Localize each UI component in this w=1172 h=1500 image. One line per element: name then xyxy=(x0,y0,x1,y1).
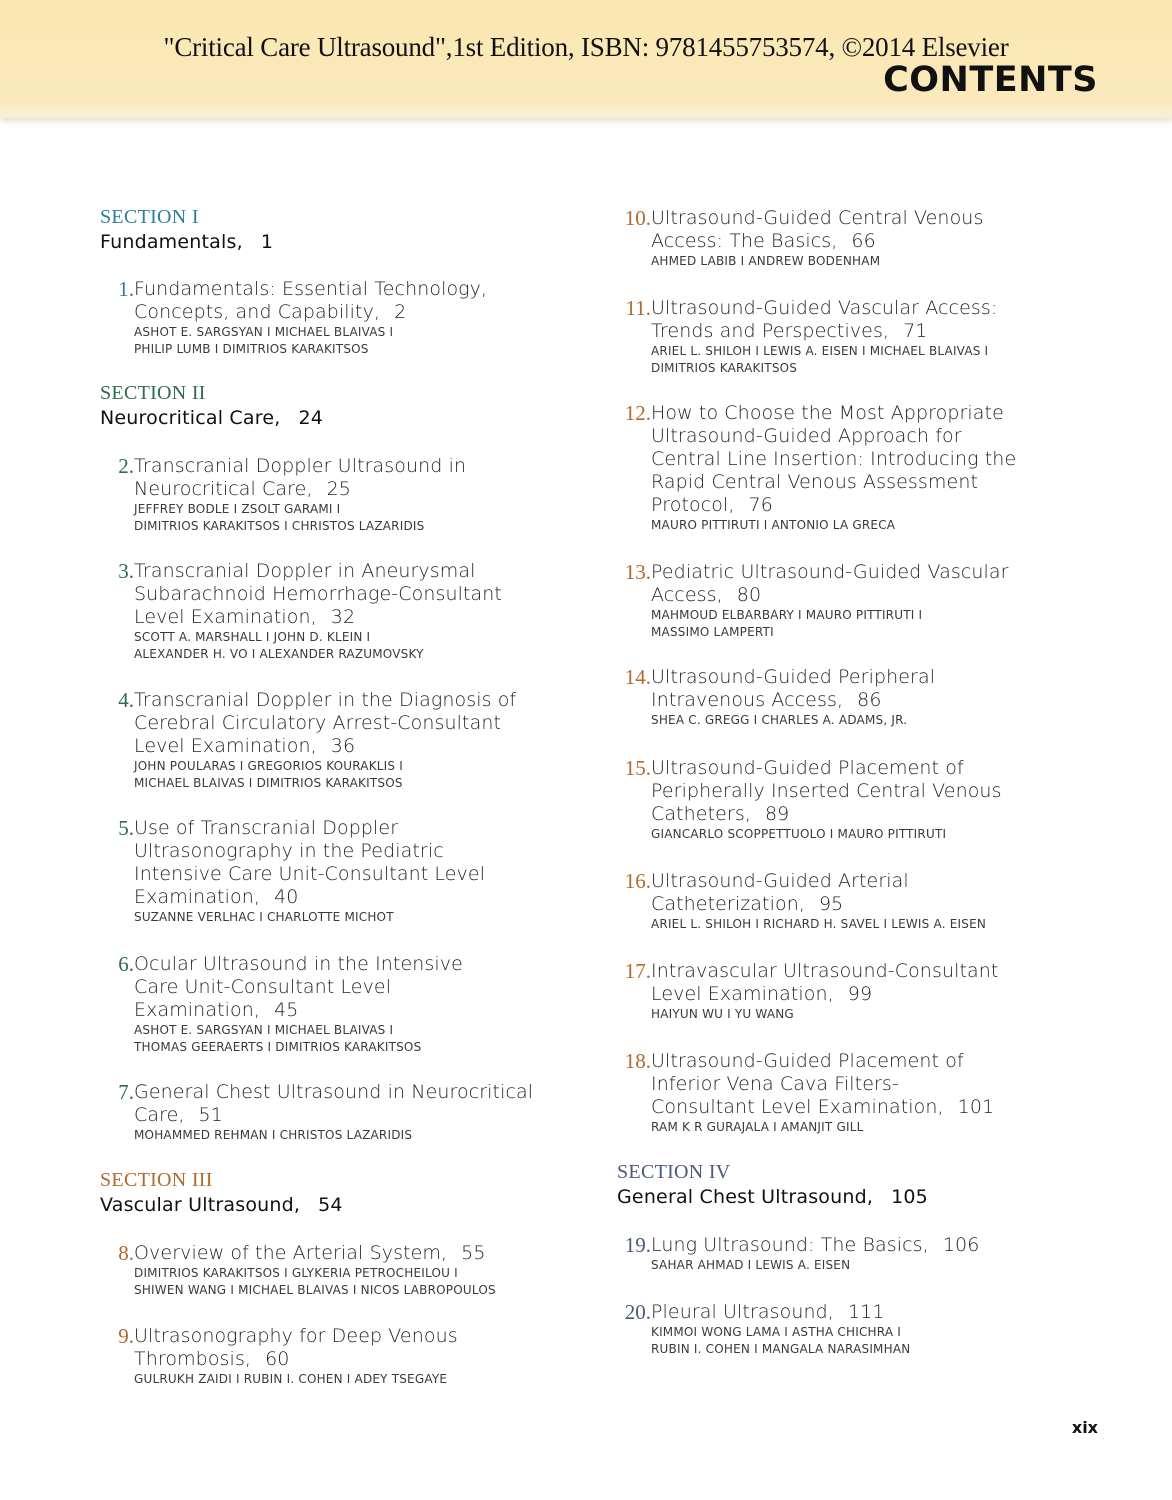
chapter-body xyxy=(134,953,540,1055)
chapter-authors: GULRUKH ZAIDI I RUBIN I. COHEN I ADEY TSEGAYE xyxy=(134,1372,448,1386)
chapter-title-line: Ultrasound-Guided Arterial xyxy=(651,870,909,892)
chapter-title-line: Examination, 40 xyxy=(134,886,299,908)
chapter-number: 6. xyxy=(118,952,134,976)
chapter-authors: ARIEL L. SHILOH I RICHARD H. SAVEL I LEWIS A. EISEN xyxy=(651,917,987,931)
chapter-body xyxy=(134,278,540,357)
chapter-title-line: Ultrasound-Guided Approach for xyxy=(651,425,962,447)
chapter-title-line: Consultant Level Examination, 101 xyxy=(651,1096,995,1118)
chapter-authors: ASHOT E. SARGSYAN I MICHAEL BLAIVAS I xyxy=(134,1023,394,1037)
chapter-authors: AHMED LABIB I ANDREW BODENHAM xyxy=(651,254,881,268)
contents-title: CONTENTS xyxy=(883,60,1098,100)
chapter-number: 14. xyxy=(624,665,651,689)
chapter-title-line: Intravenous Access, 86 xyxy=(651,689,882,711)
chapter-page-number: 32 xyxy=(330,606,356,628)
section-title[interactable] xyxy=(100,229,273,255)
chapter-title-line: Inferior Vena Cava Filters- xyxy=(651,1073,899,1095)
chapter-number: 20. xyxy=(624,1300,651,1324)
section-title[interactable] xyxy=(100,405,323,431)
chapter-body xyxy=(651,402,1047,534)
chapter-authors: THOMAS GEERAERTS I DIMITRIOS KARAKITSOS xyxy=(134,1039,422,1054)
chapter-body xyxy=(651,1050,1047,1136)
chapter-page-number: 66 xyxy=(851,230,876,252)
chapter-title-line: Ultrasonography for Deep Venous xyxy=(134,1325,458,1347)
chapter-number: 9. xyxy=(118,1324,134,1348)
chapter-authors: ASHOT E. SARGSYAN I MICHAEL BLAIVAS I xyxy=(134,325,394,339)
chapter-number: 2. xyxy=(118,454,134,478)
chapter-number: 5. xyxy=(118,816,134,840)
chapter-body xyxy=(134,1081,540,1144)
chapter-number: 12. xyxy=(624,401,651,425)
chapter-page-number: 111 xyxy=(847,1301,885,1323)
chapter-title-line: Trends and Perspectives, 71 xyxy=(651,320,928,342)
chapter-page-number: 89 xyxy=(764,803,790,825)
chapter-body xyxy=(134,817,540,926)
chapter-title-line: Transcranial Doppler in the Diagnosis of xyxy=(134,689,517,711)
chapter-authors: DIMITRIOS KARAKITSOS xyxy=(651,360,798,375)
chapter-title-line: Protocol, 76 xyxy=(651,494,773,516)
section-number: SECTION I xyxy=(100,206,199,228)
chapter-title-line: Ultrasound-Guided Placement of xyxy=(651,757,964,779)
chapter-body xyxy=(651,1234,1047,1274)
section-heading xyxy=(100,381,323,431)
chapter-title-line: Concepts, and Capability, 2 xyxy=(134,301,407,323)
chapter-body xyxy=(651,561,1047,640)
chapter-body xyxy=(134,689,540,791)
section-title-text: General Chest Ultrasound, xyxy=(617,1186,874,1208)
chapter-body xyxy=(651,960,1047,1023)
chapter-title-line: Subarachnoid Hemorrhage-Consultant xyxy=(134,583,502,605)
section-title-text: Fundamentals, xyxy=(100,231,243,253)
chapter-page-number: 76 xyxy=(748,494,773,516)
chapter-body xyxy=(651,757,1047,843)
chapter-number: 13. xyxy=(624,560,651,584)
chapter-title-line: Care, 51 xyxy=(134,1104,223,1126)
chapter-title-line: Lung Ultrasound: The Basics, 106 xyxy=(651,1234,980,1256)
chapter-authors: SAHAR AHMAD I LEWIS A. EISEN xyxy=(651,1258,851,1272)
chapter-authors: SCOTT A. MARSHALL I JOHN D. KLEIN I xyxy=(134,630,371,644)
chapter-authors: MOHAMMED REHMAN I CHRISTOS LAZARIDIS xyxy=(134,1128,413,1142)
chapter-page-number: 86 xyxy=(857,689,882,711)
chapter-number: 11. xyxy=(625,296,651,320)
chapter-title-line: Peripherally Inserted Central Venous xyxy=(651,780,1002,802)
chapter-body xyxy=(134,455,540,534)
chapter-body xyxy=(651,297,1047,376)
chapter-number: 4. xyxy=(118,688,134,712)
chapter-title-line: Central Line Insertion: Introducing the xyxy=(651,448,1017,470)
chapter-page-number: 101 xyxy=(957,1096,995,1118)
chapter-title-line: Ultrasound-Guided Central Venous xyxy=(651,207,984,229)
chapter-title-line: Level Examination, 99 xyxy=(651,983,873,1005)
chapter-authors: RAM K R GURAJALA I AMANJIT GILL xyxy=(651,1120,864,1134)
chapter-title-line: Level Examination, 36 xyxy=(134,735,356,757)
chapter-title-line: General Chest Ultrasound in Neurocritical xyxy=(134,1081,534,1103)
chapter-title-line: Overview of the Arterial System, 55 xyxy=(134,1242,486,1264)
section-heading xyxy=(617,1160,928,1210)
chapter-title-line: Neurocritical Care, 25 xyxy=(134,478,351,500)
chapter-authors: SHEA C. GREGG I CHARLES A. ADAMS, JR. xyxy=(651,713,908,727)
chapter-body xyxy=(651,207,1047,270)
chapter-body xyxy=(651,870,1047,933)
section-number: SECTION III xyxy=(100,1169,213,1191)
chapter-authors: ALEXANDER H. VO I ALEXANDER RAZUMOVSKY xyxy=(134,646,424,661)
chapter-title-line: Thrombosis, 60 xyxy=(134,1348,290,1370)
chapter-title-line: Ultrasound-Guided Vascular Access: xyxy=(651,297,998,319)
chapter-authors: JOHN POULARAS I GREGORIOS KOURAKLIS I xyxy=(134,759,403,773)
section-number: SECTION II xyxy=(100,382,206,404)
section-page-number: 1 xyxy=(260,231,274,253)
chapter-authors: KIMMOI WONG LAMA I ASTHA CHICHRA I xyxy=(651,1325,901,1339)
chapter-authors: GIANCARLO SCOPPETTUOLO I MAURO PITTIRUTI xyxy=(651,827,947,841)
chapter-title-line: Transcranial Doppler in Aneurysmal xyxy=(134,560,476,582)
chapter-title-line: Use of Transcranial Doppler xyxy=(134,817,399,839)
chapter-body xyxy=(651,1301,1047,1357)
chapter-number: 15. xyxy=(624,756,651,780)
chapter-title-line: Ultrasound-Guided Placement of xyxy=(651,1050,964,1072)
chapter-title-line: Ocular Ultrasound in the Intensive xyxy=(134,953,463,975)
chapter-number: 7. xyxy=(118,1080,134,1104)
chapter-authors: HAIYUN WU I YU WANG xyxy=(651,1007,794,1021)
chapter-authors: RUBIN I. COHEN I MANGALA NARASIMHAN xyxy=(651,1341,911,1356)
section-heading xyxy=(100,1168,343,1218)
chapter-title-line: Transcranial Doppler Ultrasound in xyxy=(134,455,467,477)
chapter-title-line: Access: The Basics, 66 xyxy=(651,230,876,252)
chapter-title-line: Fundamentals: Essential Technology, xyxy=(134,278,488,300)
chapter-page-number: 80 xyxy=(736,584,762,606)
chapter-page-number: 60 xyxy=(265,1348,290,1370)
chapter-body xyxy=(134,1325,540,1388)
section-title-text: Neurocritical Care, xyxy=(100,407,281,429)
chapter-page-number: 40 xyxy=(274,886,299,908)
chapter-page-number: 106 xyxy=(942,1234,980,1256)
chapter-authors: SHIWEN WANG I MICHAEL BLAIVAS I NICOS LABROPOULOS xyxy=(134,1282,496,1297)
chapter-title-line: Ultrasonography in the Pediatric xyxy=(134,840,444,862)
chapter-number: 19. xyxy=(624,1233,651,1257)
chapter-number: 8. xyxy=(118,1241,134,1265)
chapter-number: 10. xyxy=(624,206,651,230)
chapter-body xyxy=(134,1242,540,1298)
chapter-page-number: 36 xyxy=(330,735,356,757)
chapter-page-number: 2 xyxy=(394,301,407,323)
chapter-title-line: Rapid Central Venous Assessment xyxy=(651,471,979,493)
chapter-body xyxy=(134,560,540,662)
chapter-number: 17. xyxy=(624,959,651,983)
chapter-page-number: 45 xyxy=(274,999,299,1021)
chapter-title-line: Ultrasound-Guided Peripheral xyxy=(651,666,936,688)
chapter-body xyxy=(651,666,1047,729)
chapter-title-line: Intravascular Ultrasound-Consultant xyxy=(651,960,999,982)
chapter-title-line: Examination, 45 xyxy=(134,999,299,1021)
section-title[interactable] xyxy=(617,1184,928,1210)
chapter-title-line: Catheters, 89 xyxy=(651,803,790,825)
chapter-authors: JEFFREY BODLE I ZSOLT GARAMI I xyxy=(134,502,341,516)
chapter-page-number: 99 xyxy=(847,983,873,1005)
chapter-authors: MASSIMO LAMPERTI xyxy=(651,624,774,639)
chapter-number: 16. xyxy=(624,869,651,893)
chapter-title-line: Catheterization, 95 xyxy=(651,893,844,915)
chapter-authors: SUZANNE VERLHAC I CHARLOTTE MICHOT xyxy=(134,910,394,924)
chapter-title-line: Pleural Ultrasound, 111 xyxy=(651,1301,885,1323)
section-page-number: 24 xyxy=(298,407,324,429)
chapter-number: 18. xyxy=(624,1049,651,1073)
chapter-page-number: 25 xyxy=(326,478,351,500)
chapter-title-line: Intensive Care Unit-Consultant Level xyxy=(134,863,486,885)
book-citation: "Critical Care Ultrasound",1st Edition, ISBN: 9781455753574, ©2014 Elsevier xyxy=(163,32,1009,62)
chapter-authors: DIMITRIOS KARAKITSOS I CHRISTOS LAZARIDIS xyxy=(134,518,425,533)
section-heading xyxy=(100,205,273,255)
chapter-authors: ARIEL L. SHILOH I LEWIS A. EISEN I MICHAEL BLAIVAS I xyxy=(651,344,989,358)
section-title[interactable] xyxy=(100,1192,343,1218)
section-number: SECTION IV xyxy=(617,1161,731,1183)
page-number: xix xyxy=(1071,1418,1098,1437)
chapter-authors: MICHAEL BLAIVAS I DIMITRIOS KARAKITSOS xyxy=(134,775,403,790)
chapter-page-number: 71 xyxy=(903,320,928,342)
chapter-page-number: 55 xyxy=(461,1242,486,1264)
chapter-page-number: 51 xyxy=(198,1104,223,1126)
section-title-text: Vascular Ultrasound, xyxy=(100,1194,301,1216)
chapter-title-line: Pediatric Ultrasound-Guided Vascular xyxy=(651,561,1009,583)
chapter-authors: DIMITRIOS KARAKITSOS I GLYKERIA PETROCHEILOU I xyxy=(134,1266,458,1280)
chapter-title-line: Level Examination, 32 xyxy=(134,606,356,628)
section-page-number: 54 xyxy=(318,1194,343,1216)
chapter-number: 1. xyxy=(118,277,134,301)
chapter-authors: MAHMOUD ELBARBARY I MAURO PITTIRUTI I xyxy=(651,608,923,622)
chapter-number: 3. xyxy=(118,559,134,583)
chapter-title-line: How to Choose the Most Appropriate xyxy=(651,402,1004,424)
section-page-number: 105 xyxy=(891,1186,928,1208)
chapter-authors: PHILIP LUMB I DIMITRIOS KARAKITSOS xyxy=(134,341,369,356)
chapter-title-line: Access, 80 xyxy=(651,584,762,606)
chapter-title-line: Cerebral Circulatory Arrest-Consultant xyxy=(134,712,502,734)
chapter-page-number: 95 xyxy=(818,893,844,915)
chapter-title-line: Care Unit-Consultant Level xyxy=(134,976,392,998)
chapter-authors: MAURO PITTIRUTI I ANTONIO LA GRECA xyxy=(651,518,896,532)
